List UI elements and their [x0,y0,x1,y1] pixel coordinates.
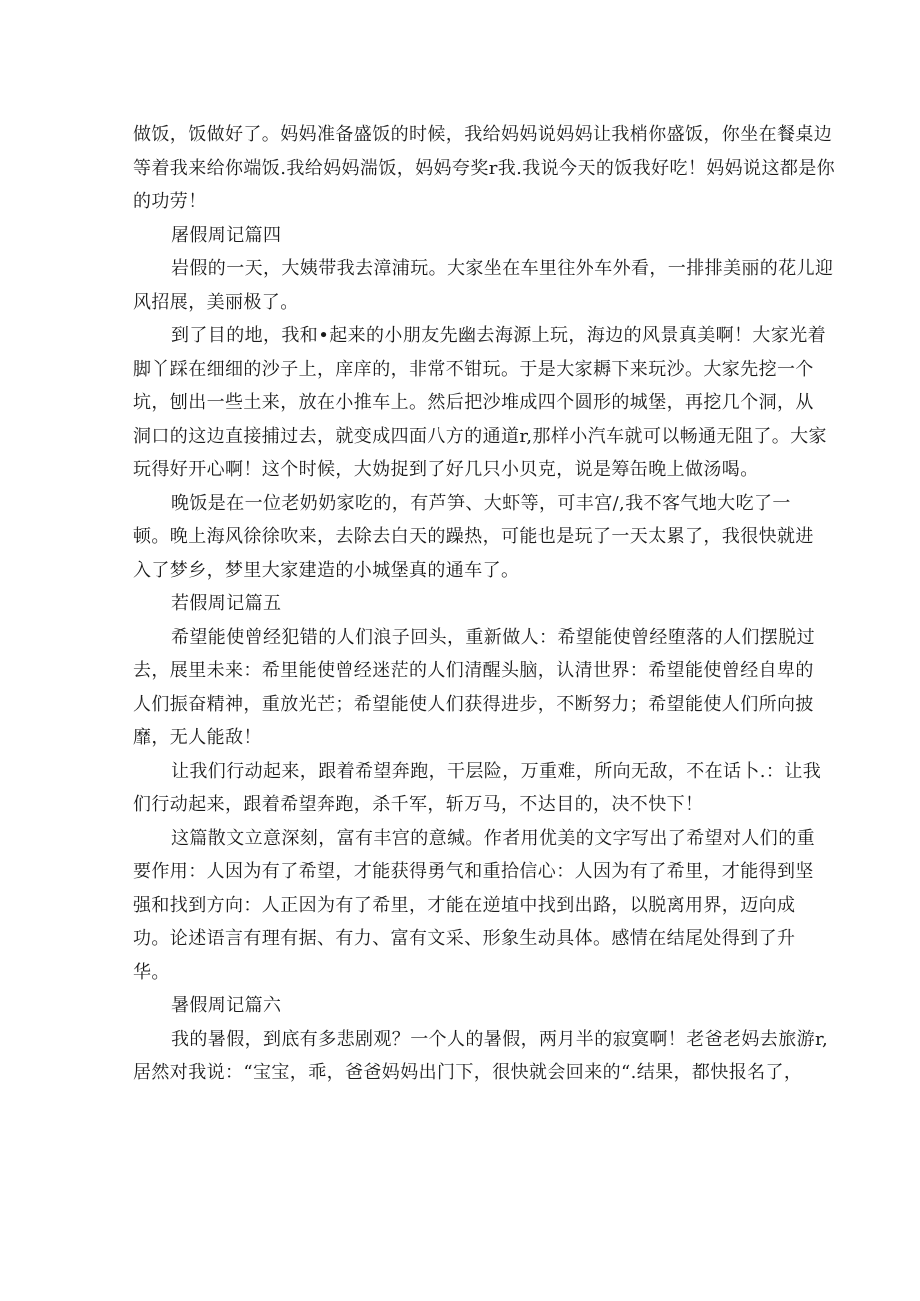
text-line: 这篇散文立意深刻，富有丰宫的意缄。作者用优美的文字写出了希望对人们的重 [171,827,815,849]
text-line: 的功劳！ [133,191,207,212]
text-line: 等着我来给你端饭.我给妈妈湍饭，妈妈夸奖r我.我说今天的饭我好吃！妈妈说这都是你 [133,157,836,179]
text-line: 们行动起来，跟着希望奔跑，杀千军，斩万马，不达目的，决不快下！ [133,794,704,815]
section-heading: 屠假周记篇四 [171,224,282,246]
text-line: 让我们行动起来，跟着希望奔跑，干层险，万重难，所向无敌，不在话卜.：让我 [171,760,822,782]
text-line: 入了梦乡，梦里大家建造的小城堡真的通车了。 [133,559,520,581]
section-heading: 暑假周记篇六 [171,995,282,1016]
text-line: 晚饭是在一位老奶奶家吃的，有芦笋、大虾等，可丰宫/,我不客气地大吃了一 [171,492,791,514]
text-line: 要作用：人因为有了希望，才能获得勇气和重拾信心：人因为有了希里，才能得到坚 [133,861,814,882]
text-line: 强和找到方向：人正因为有了希里，才能在逆埴中找到出路，以脱离用界，迈向成 [133,894,796,916]
text-line: 去，展里未来：希里能使曾经迷茫的人们清醒头脑，认清世界：希望能使曾经自卑的 [133,660,814,681]
text-line: 居然对我说：“宝宝，乖，爸爸妈妈出门下，很快就会回来的“.结果，都快报名了， [133,1062,803,1083]
text-line: 风招展，美丽极了。 [133,291,299,313]
text-line: 到了目的地，我和•起来的小朋友先幽去海源上玩，海边的风景真美啊！大家光着 [171,325,827,346]
text-line: 顿。晚上海风徐徐吹来，去除去白天的躁热，可能也是玩了一天太累了，我很快就进 [133,526,814,547]
text-line: 我的暑假，到底有多悲剧观？一个人的暑假，两月半的寂寞啊！老爸老妈去旅游r, [171,1028,829,1050]
section-heading: 若假周记篇五 [171,593,282,614]
text-line: 希望能使曾经犯错的人们浪子回头，重新做人：希望能使曾经堕落的人们摆脱过 [171,626,815,648]
text-line: 坑，刨出一些土来，放在小推车上。然后把沙堆成四个圆形的城堡，再挖几个洞，从 [133,392,814,413]
text-line: 岩假的一天，大姨带我去漳浦玩。大家坐在车里往外车外看，一排排美丽的花儿迎 [171,258,834,279]
document-body [133,118,836,1090]
text-line: 华。 [133,961,170,983]
text-line: 做饭，饭做好了。妈妈准备盛饭的时候，我给妈妈说妈妈让我梢你盛饭，你坐在餐桌边 [133,124,833,145]
text-line: 洞口的这边直接捕过去，就变成四面八方的通道r,那样小汽车就可以畅通无阻了。大家 [133,425,827,447]
text-line: 玩得好开心啊！这个时候，大妫捉到了好几只小贝克，说是筹缶晚上做汤喝。 [133,459,759,480]
text-line: 脚丫踩在细细的沙子上，庠庠的，非常不钳玩。于是大家耨下来玩沙。大家先挖一个 [133,358,814,380]
text-line: 功。论述语言有理有据、有力、富有文采、形象生动具体。感情在结尾处得到了升 [133,928,796,949]
text-line: 人们振奋精神，重放光芒；希望能使人们获得进步，不断努力；希望能使人们所向披 [133,693,814,715]
text-line: 靡，无人能敌！ [133,727,262,748]
